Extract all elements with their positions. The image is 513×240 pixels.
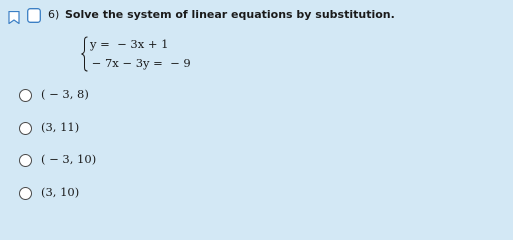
equation-1: y = − 3x + 1 bbox=[90, 37, 169, 51]
note-icon[interactable] bbox=[27, 8, 41, 23]
radio-button[interactable] bbox=[19, 187, 32, 200]
choice-label: (3, 10) bbox=[41, 185, 80, 199]
choice-label: ( − 3, 8) bbox=[41, 87, 89, 101]
radio-button[interactable] bbox=[19, 122, 32, 135]
question-text: Solve the system of linear equations by substitution. bbox=[65, 8, 395, 21]
equation-2: − 7x − 3y = − 9 bbox=[88, 56, 191, 70]
radio-button[interactable] bbox=[19, 154, 32, 167]
bookmark-icon[interactable] bbox=[8, 9, 20, 22]
choice-label: (3, 11) bbox=[41, 120, 80, 134]
choice-label: ( − 3, 10) bbox=[41, 152, 97, 166]
radio-button[interactable] bbox=[19, 89, 32, 102]
question-number: 6) bbox=[48, 8, 60, 21]
